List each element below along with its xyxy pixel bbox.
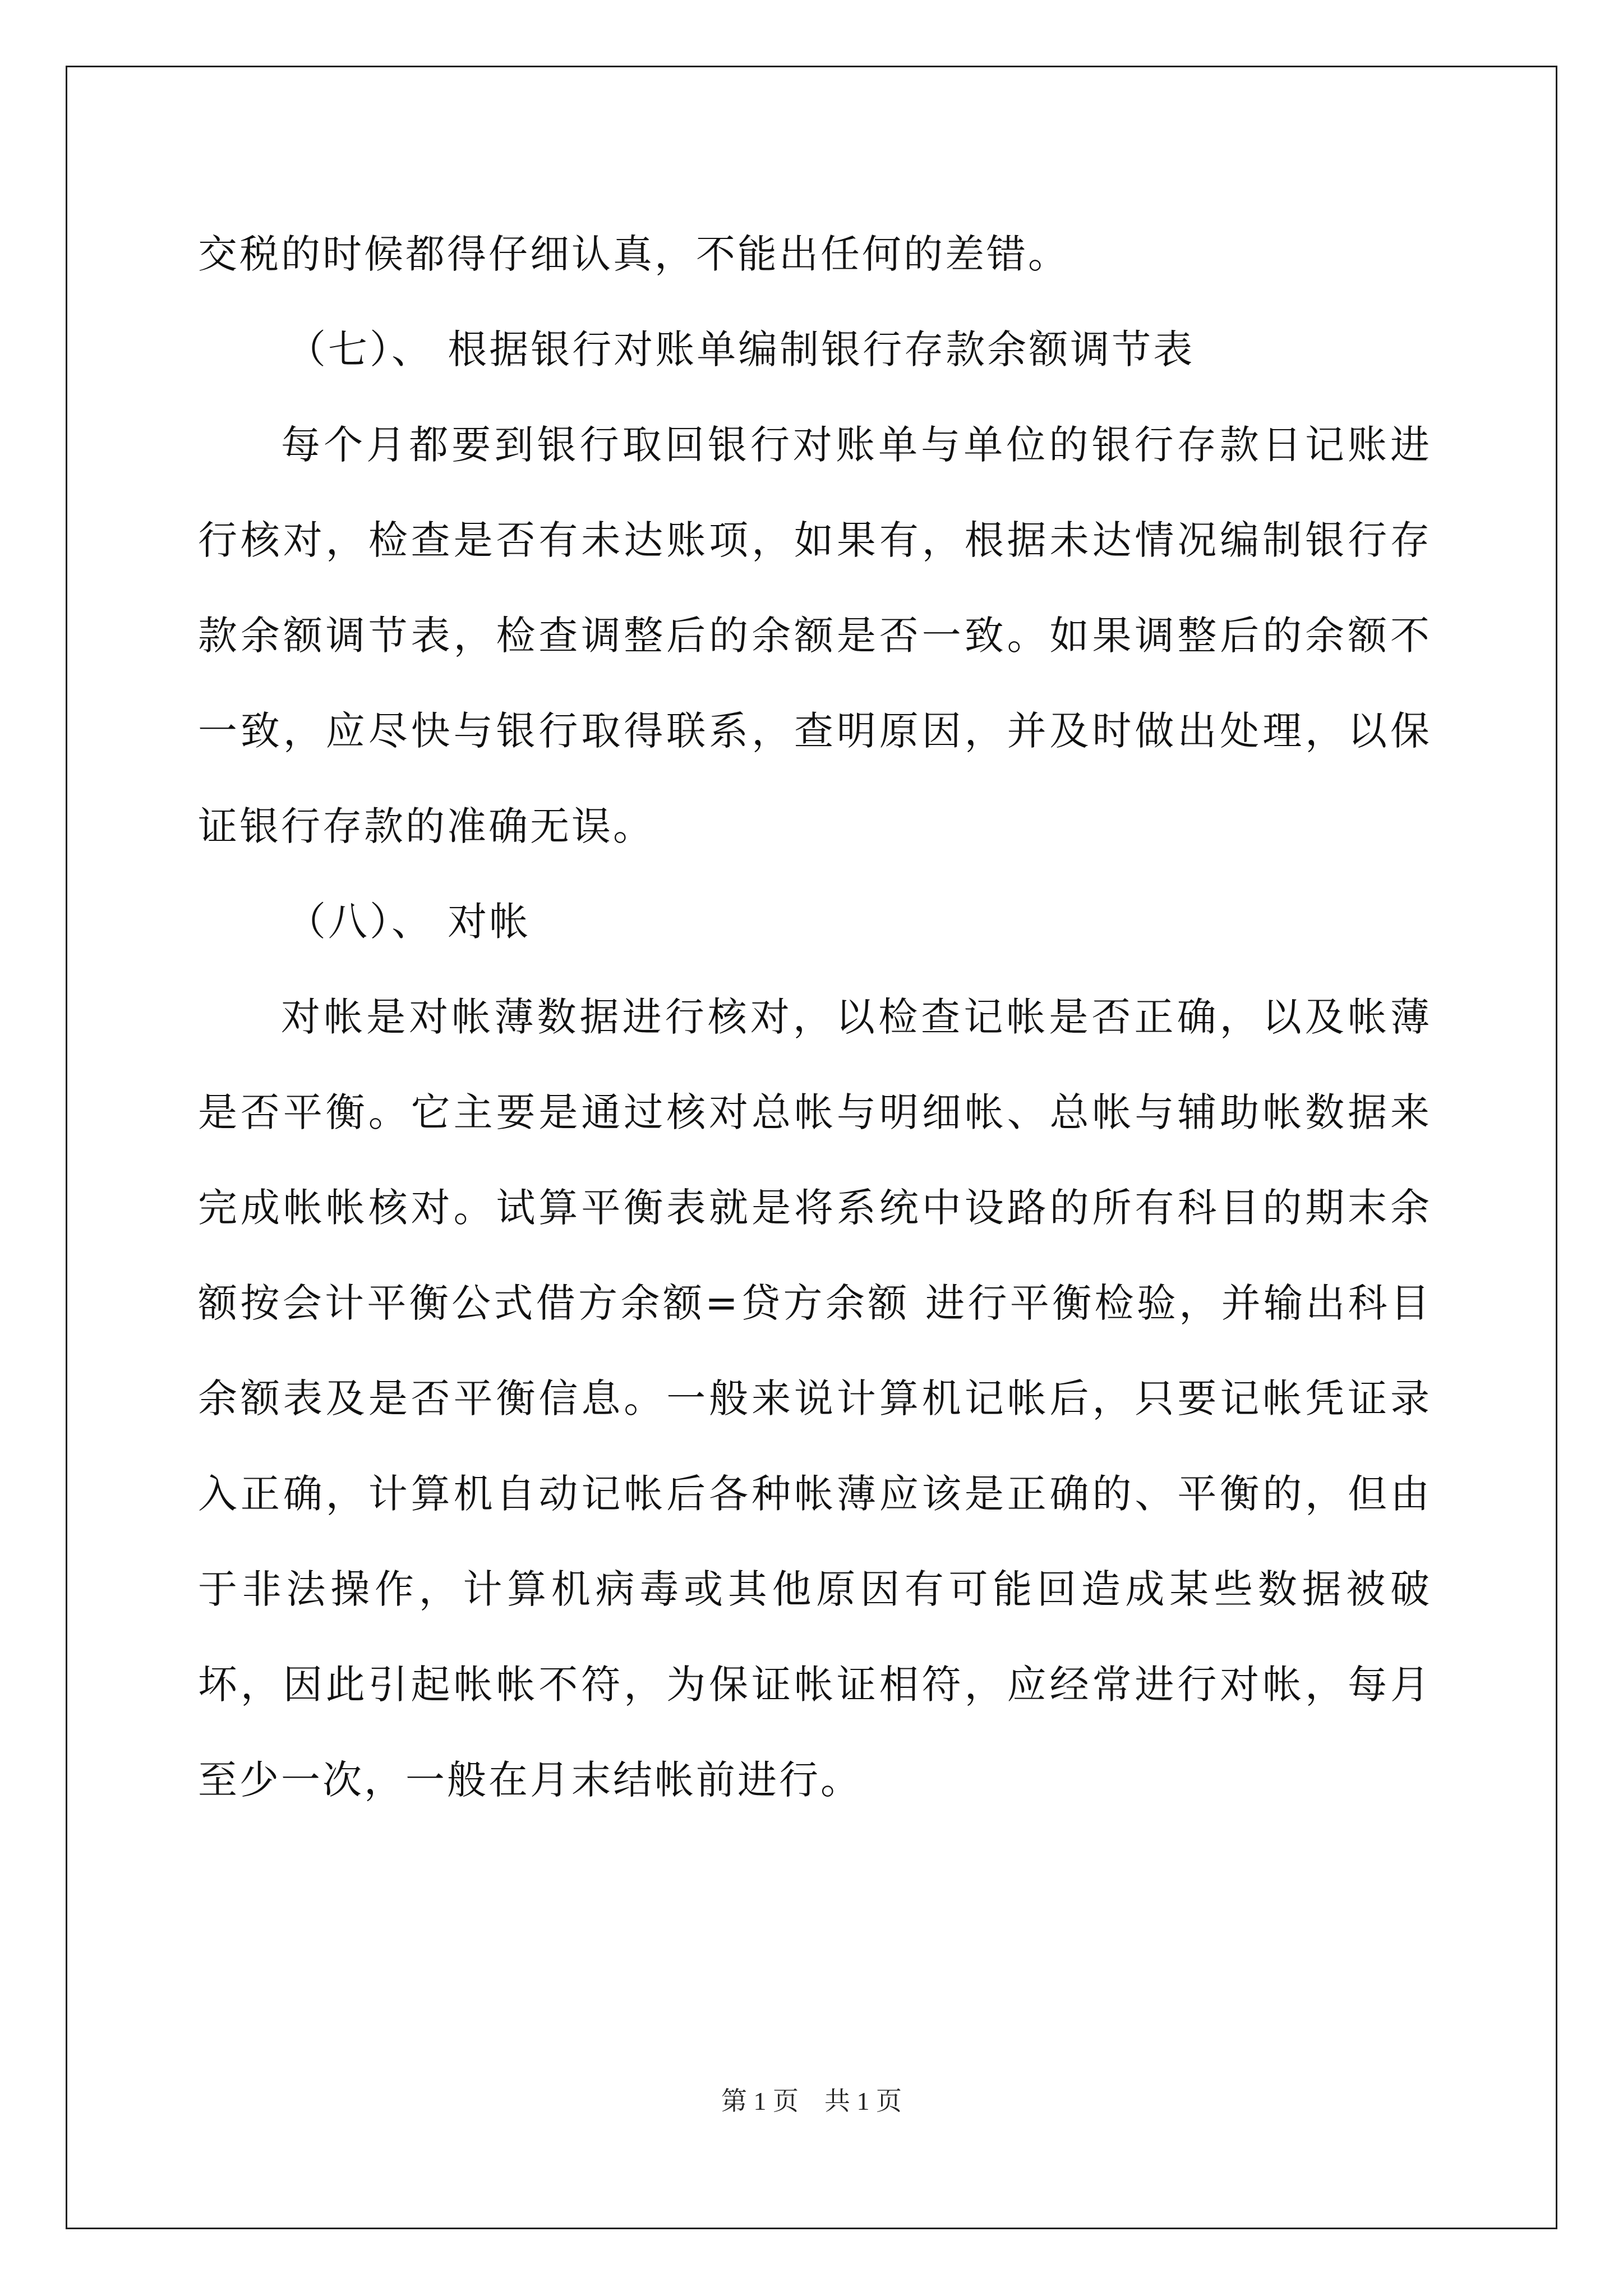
- page-number-footer: 第 1 页 共 1 页: [721, 2087, 902, 2115]
- section-heading-8: （八）、 对帐: [287, 899, 531, 945]
- paragraph-bank-reconciliation: 每个月都要到银行取回银行对账单与单位的银行存款日记账进行核对，检查是否有未达账项，如果有，根据未达情况编制银行存款余额调节表，检查调整后的余额是否一致。如果调整后的余额不一致，应尽快与银行取得联系，查明原因，并及时做出处理，以保证银行存款的准确无误。: [198, 422, 1432, 849]
- document-body: [198, 206, 1432, 1828]
- section-heading-7: （七）、 根据银行对账单编制银行存款余额调节表: [287, 326, 1195, 372]
- paragraph-account-checking: 对帐是对帐薄数据进行核对，以检查记帐是否正确，以及帐薄是否平衡。它主要是通过核对总帐与明细帐、总帐与辅助帐数据来完成帐帐核对。试算平衡表就是将系统中设路的所有科目的期末余额按会计平衡公式借方余额=贷方余额 进行平衡检验，并输出科目余额表及是否平衡信息。一般来说计算机记帐后，只要记帐凭证录入正确，计算机自动记帐后各种帐薄应该是正确的、平衡的，但由于非法操作，计算机病毒或其他原因有可能回造成某些数据被破坏，因此引起帐帐不符，为保证帐证相符，应经常进行对帐，每月至少一次，一般在月末结帐前进行。: [198, 994, 1432, 1803]
- paragraph-continuation: 交税的时候都得仔细认真，不能出任何的差错。: [198, 231, 1069, 277]
